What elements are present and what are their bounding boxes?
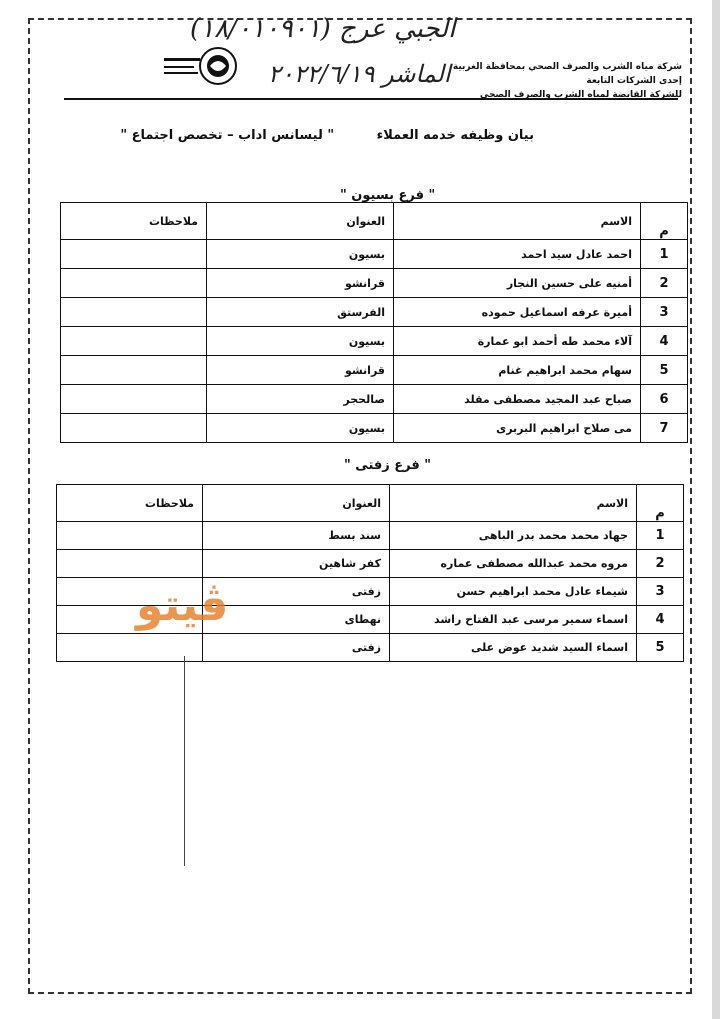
row-address: بسيون <box>207 414 394 443</box>
handwritten-annotation-1: الجبي عرج (١٨/٠١٠٩٠١) <box>190 14 456 44</box>
table-row <box>61 385 688 414</box>
table-row <box>61 298 688 327</box>
row-address: قرانشو <box>207 269 394 298</box>
header-notes: ملاحظات <box>57 485 203 522</box>
row-notes <box>61 356 207 385</box>
row-num: 4 <box>641 327 688 356</box>
table-header-row <box>61 203 688 240</box>
row-name: أميرة عرفه اسماعيل حموده <box>394 298 641 327</box>
row-address: الفرستق <box>207 298 394 327</box>
header-name: الاسم <box>390 485 637 522</box>
table-row <box>57 634 684 662</box>
title-text: بيان وظيفه خدمه العملاء <box>376 128 534 143</box>
row-num: 5 <box>637 634 684 662</box>
row-num: 5 <box>641 356 688 385</box>
row-name: اسماء سمير مرسى عبد الفتاح راشد <box>390 606 637 634</box>
row-num: 3 <box>641 298 688 327</box>
row-notes <box>57 522 203 550</box>
row-num: 4 <box>637 606 684 634</box>
qualification-text: " ليسانس اداب – تخصص اجتماع " <box>120 128 335 143</box>
table-row <box>61 327 688 356</box>
row-num: 1 <box>641 240 688 269</box>
row-notes <box>57 550 203 578</box>
document-title <box>120 128 534 143</box>
row-address: بسيون <box>207 327 394 356</box>
row-notes <box>61 385 207 414</box>
row-num: 7 <box>641 414 688 443</box>
staff-table-basyoun <box>60 202 688 443</box>
row-address: نهطاى <box>203 606 390 634</box>
stray-vertical-line <box>184 656 185 866</box>
holding-company: للشركة القابضة لمياه الشرب والصرف الصحي <box>479 90 682 100</box>
row-address: قرانشو <box>207 356 394 385</box>
company-affiliation: إحدى الشركات التابعة <box>586 76 682 86</box>
table-row <box>57 522 684 550</box>
row-name: آلاء محمد طه أحمد ابو عمارة <box>394 327 641 356</box>
row-name: احمد عادل سيد احمد <box>394 240 641 269</box>
header-notes: ملاحظات <box>61 203 207 240</box>
header-address: العنوان <box>203 485 390 522</box>
row-notes <box>61 269 207 298</box>
header-divider <box>64 98 678 100</box>
row-num: 2 <box>637 550 684 578</box>
watermark-logo: ڤيتو <box>136 580 229 631</box>
company-logo <box>160 44 240 88</box>
row-address: سند بسط <box>203 522 390 550</box>
header-num: م <box>637 485 684 522</box>
company-header <box>453 60 682 102</box>
row-notes <box>57 634 203 662</box>
row-notes <box>61 414 207 443</box>
row-address: كفر شاهين <box>203 550 390 578</box>
table-row <box>61 356 688 385</box>
row-num: 6 <box>641 385 688 414</box>
staff-table-zefta <box>56 484 684 662</box>
row-name: مى صلاح ابراهيم البربرى <box>394 414 641 443</box>
row-address: زفتى <box>203 578 390 606</box>
row-notes <box>61 327 207 356</box>
table-row <box>61 269 688 298</box>
row-name: مروه محمد عبدالله مصطفى عماره <box>390 550 637 578</box>
company-name: شركة مياه الشرب والصرف الصحي بمحافظة الغربية <box>452 62 682 72</box>
header-address: العنوان <box>207 203 394 240</box>
row-num: 3 <box>637 578 684 606</box>
row-name: اسماء السيد شديد عوض على <box>390 634 637 662</box>
table-row <box>61 414 688 443</box>
row-notes <box>61 298 207 327</box>
row-name: أمنيه على حسين النجار <box>394 269 641 298</box>
row-address: صالحجر <box>207 385 394 414</box>
row-name: شيماء عادل محمد ابراهيم حسن <box>390 578 637 606</box>
row-address: بسيون <box>207 240 394 269</box>
row-name: صباح عبد المجيد مصطفى مقلد <box>394 385 641 414</box>
header-name: الاسم <box>394 203 641 240</box>
row-address: زفتى <box>203 634 390 662</box>
branch-title-zefta: " فرع زفتى " <box>344 458 432 473</box>
header-num: م <box>641 203 688 240</box>
handwritten-annotation-2: الماشر ٢٠٢٢/٦/١٩ <box>268 60 451 88</box>
branch-title-basyoun: " فرع بسيون " <box>340 188 436 203</box>
table-header-row <box>57 485 684 522</box>
table-row <box>61 240 688 269</box>
row-name: جهاد محمد محمد بدر الباهى <box>390 522 637 550</box>
table-row <box>57 550 684 578</box>
row-num: 1 <box>637 522 684 550</box>
row-notes <box>61 240 207 269</box>
scan-edge <box>712 0 720 1019</box>
row-num: 2 <box>641 269 688 298</box>
row-name: سهام محمد ابراهيم غنام <box>394 356 641 385</box>
